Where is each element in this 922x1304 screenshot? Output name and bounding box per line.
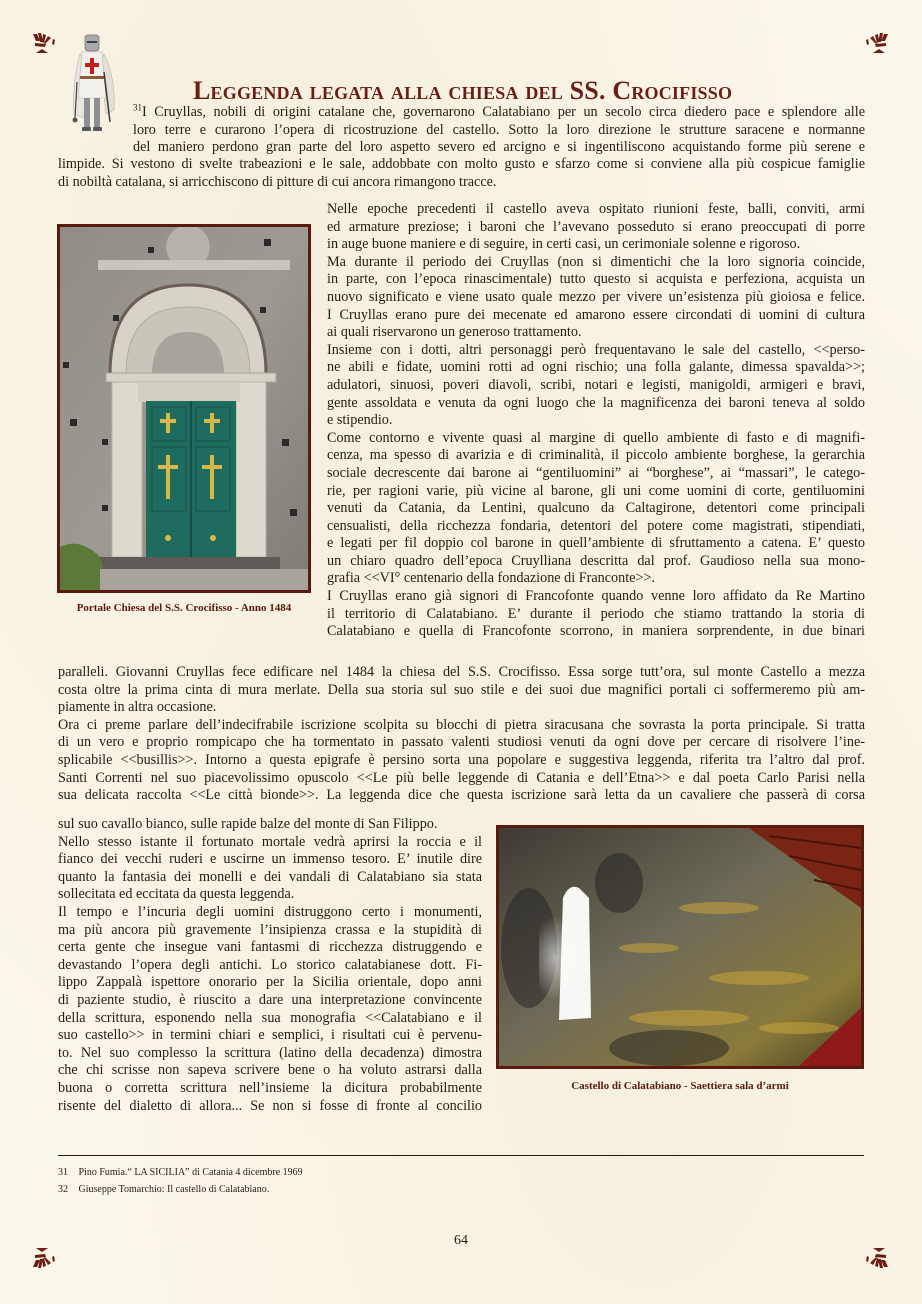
text-line: ed armature preziose; i baroni che l’avevano posseduto si erano preoccupati di porre	[327, 218, 865, 235]
text-line: Nello stesso istante il fortunato mortale vedrà aprirsi la roccia e il	[58, 833, 482, 850]
text-line: il territorio di Calatabiano. E’ durante il periodo che stiamo trattando la storia di	[327, 605, 865, 622]
text-line: Insieme con i dotti, altri personaggi però frequentavano le sale del castello, <<perso-	[327, 341, 865, 358]
text-line: di un vero e proprio rompicapo che ha tormentato in passato valenti studiosi venuti da ogni dove per cercare di risolvere l’ine-	[58, 734, 865, 751]
text-line: ma più ancora più gravemente l’insipienza crassa e la stupidità di	[58, 921, 482, 938]
text-line: nuovo significato e viene usato quale mezzo per vivere un’esistenza più gioiosa e felice.	[327, 288, 865, 305]
text-line: Come contorno e vivente quasi al margine di quello ambiente di fasto e di magnifi-	[327, 429, 865, 446]
footnote-number: 32	[58, 1184, 68, 1195]
text-line: Il tempo e l’incuria degli uomini distruggono certo i monumenti,	[58, 903, 482, 920]
text-line: in auge buone maniere e di seguire, in certi casi, un cerimoniale solenne e rigoroso.	[327, 236, 801, 253]
text-line: rie, per ragioni varie, più vicine al barone, gli uni come uomini di corte, gentiluomini	[327, 482, 865, 499]
text-line: e stipendio.	[327, 412, 393, 429]
text-line: I Cruyllas erano pure dei mecenate ed amarono essere circondati di uomini di cultura	[327, 306, 865, 323]
text-line: risente del dialetto di allora... Se non si fosse di fronte al concilio	[58, 1097, 482, 1114]
text-line: limpide. Si vestono di svelte trabeazioni e le sale, addobbate con molto gusto e sfarzo come si conviene alla più cospicue famiglie	[58, 156, 865, 172]
text-line: ne abili e fidate, uomini rotti ad ogni rischio; una folla galante, dimessa spavalda>>;	[327, 359, 865, 376]
fleur-ornament-icon	[864, 31, 890, 57]
text-line: I Cruyllas erano già signori di Francofonte quando venne loro affidato da Re Martino	[327, 588, 865, 605]
text-line: adulatori, sinuosi, poveri diavoli, scribi, notari e legisti, manigoldi, armigeri e bravi,	[327, 376, 865, 393]
text-line: grafia <<VI° centenario della fondazione di Franconte>>.	[327, 570, 655, 587]
fleur-ornament-icon	[31, 31, 57, 57]
text-line: venuti da Catania, da Lentini, qualcuno da Caltagirone, detentori come principali	[327, 500, 865, 517]
footnote-text: Pino Fumia.“ LA SICILIA” di Catania 4 dicembre 1969	[78, 1167, 303, 1178]
footnote-item	[58, 1181, 303, 1198]
intro-paragraph	[133, 104, 865, 157]
text-line: che chi scrisse non sapeva scrivere bene o ha voluto astrarsi dalla	[58, 1062, 482, 1079]
text-line: di nobiltà catalana, si arricchiscono di pitture di cui ancora rimangono tracce.	[58, 173, 497, 190]
footnotes	[58, 1164, 303, 1198]
text-line: splicabile <<busillis>>. Intorno a questa epigrafe è persino sorta una popolare e suggestiva leggenda, riferita tra l’altro dal prof.	[58, 751, 865, 768]
text-line: della scrittura, esponendo nella sua monografia <<Calatabiano e il	[58, 1009, 482, 1026]
text-line: in parte, con l’epoca rinascimentale) tutto questo si acquista e perfeziona, acquista un	[327, 271, 865, 288]
footnote-divider	[58, 1155, 864, 1156]
footnote-item	[58, 1164, 303, 1181]
text-line: Calatabiano e quella di Francofonte scorrono, in maniera sorprendente, in due binari	[327, 623, 865, 640]
left-column-text	[58, 816, 482, 1115]
text-line: Nelle epoche precedenti il castello aveva ospitato riunioni feste, balli, conviti, armi	[327, 201, 865, 217]
text-line: cenza, ma spesso di avarizia e di criminalità, il piccolo ambiente borghese, la gerarchia	[327, 447, 865, 464]
text-line: suo castello>> in termini chiari e semplici, i risultati cui è pervenu-	[58, 1027, 482, 1044]
text-line: gente assoldata e venuta da ogni luogo che la magnificenza dei baroni teneva al soldo	[327, 394, 865, 411]
page-number: 64	[454, 1233, 468, 1248]
text-line: costa oltre la prima cinta di mura merlate. Della sua storia sul suo stile e dei suoi due magnifici portali ci soffermeremo più am-	[58, 681, 865, 698]
text-line: quanto la fantasia dei monelli e dei vandali di Calatabiano sia stata	[58, 868, 482, 885]
church-portal-photo	[57, 224, 311, 593]
right-column-text	[327, 201, 865, 641]
text-line: piamente in altra occasione.	[58, 699, 217, 716]
text-line: sociale decrescente dai barone ai “gentiluomini” ai “borghese”, ai “massari”, le catego-	[327, 464, 865, 481]
text-line: I Cruyllas, nobili di origini catalane che, governarono Calatabiano per un secolo circa diedero pace e splendore alle	[142, 104, 865, 120]
text-line: to. Nel suo complesso la scrittura (latino della decadenza) dimostra	[58, 1044, 482, 1061]
text-line: buona o corretta scrittura nell’insieme la dicitura probabilmente	[58, 1079, 482, 1096]
intro-paragraph-continued	[58, 156, 865, 191]
text-line: Ora ci preme parlare dell’indecifrabile iscrizione scolpita su blocchi di pietra siracusana che sovrasta la porta principale. Si tratta	[58, 716, 865, 733]
church-photo-caption: Portale Chiesa del S.S. Crocifisso - Anno 1484	[76, 602, 292, 614]
text-line: un chiaro quadro dell’epoca Cruylliana descritta dal prof. Gaudioso nella sua mono-	[327, 552, 865, 569]
text-line: fianco dei vecchi ruderi e uscirne un immenso tesoro. E’ inutile dire	[58, 851, 482, 868]
footnote-text: Giuseppe Tomarchio: Il castello di Calatabiano.	[78, 1184, 270, 1195]
text-line: certa gente che insegue vani fantasmi di ricchezza distruggendo e	[58, 939, 482, 956]
text-line: e legati per fil doppio col barone in quell’ambiente di sfruttamento a catena. E’ questo	[327, 535, 865, 552]
footnote-number: 31	[58, 1167, 68, 1178]
templar-knight-illustration	[64, 32, 120, 138]
text-line: del maniero perdono gran parte del loro aspetto severo ed arcigno e si ingentiliscono acquistando forme più serene e	[133, 139, 865, 156]
text-line: ai quali riservarono un generoso trattamento.	[327, 324, 582, 341]
text-line: paralleli. Giovanni Cruyllas fece edificare nel 1484 la chiesa del S.S. Crocifisso. Essa sorge tutt’ora, sul monte Castello a mezza	[58, 664, 865, 680]
text-line: censualisti, della ricchezza fondaria, detentori del potere come magistrati, stipendiati,	[327, 517, 865, 534]
text-line: sollecitata ed eccitata da questa leggenda.	[58, 886, 295, 903]
castle-photo-caption: Castello di Calatabiano - Saettiera sala d’armi	[571, 1080, 789, 1092]
castle-arrow-slit-photo	[496, 825, 864, 1069]
text-line: di paziente studio, è riuscito a dare una interpretazione convincente	[58, 991, 482, 1008]
text-line: sua delicata raccolta <<Le città bionde>>. La leggenda dice che questa iscrizione sarà letta da un cavaliere che passerà di corsa	[58, 787, 865, 804]
text-line: devastando l’opera degli antichi. Lo storico calatabianese dott. Fi-	[58, 956, 482, 973]
text-line: Ma durante il periodo dei Cruyllas (non si dimentichi che la loro signoria coincide,	[327, 253, 865, 270]
text-line: loro terre e curarono l’opera di ricostruzione del castello. Sotto la loro direzione le strutture saracene e normanne	[133, 121, 865, 138]
page-title: Leggenda legata alla chiesa del SS. Crocifisso	[193, 76, 733, 106]
text-line: Santi Correnti nel suo piacevolissimo opuscolo <<Le più belle leggende di Catania e dell’Etna>> e dal poeta Carlo Parisi nella	[58, 769, 865, 786]
text-line: sul suo cavallo bianco, sulle rapide balze del monte di San Filippo.	[58, 816, 438, 832]
footnote-ref: 31	[133, 102, 142, 113]
full-width-text	[58, 664, 865, 805]
text-line: lippo Zappalà ispettore onorario per la Sicilia orientale, dopo anni	[58, 974, 482, 991]
